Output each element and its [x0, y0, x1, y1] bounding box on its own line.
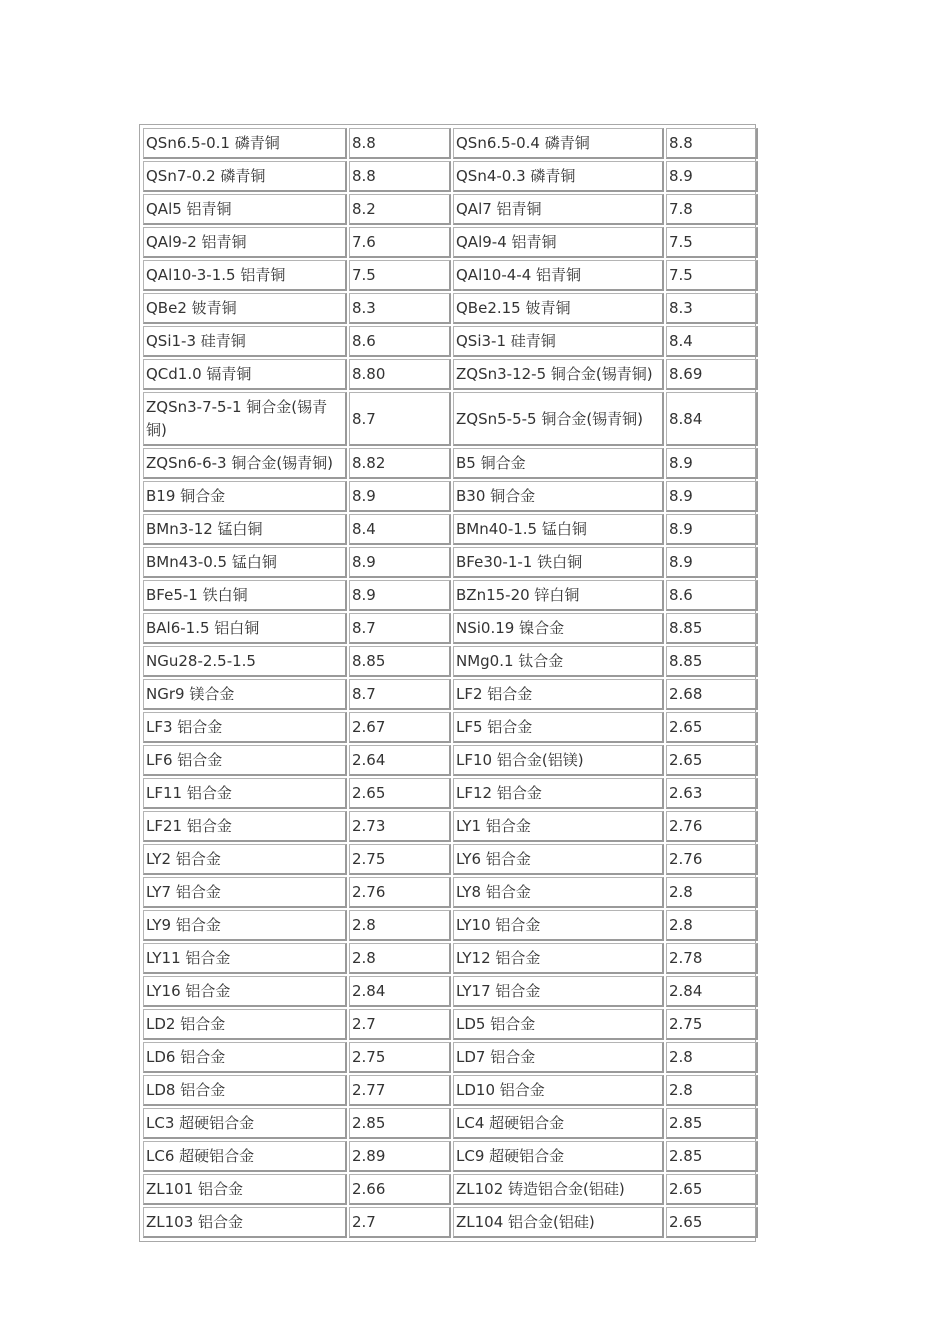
- material-name-cell: BAl6-1.5 铝白铜: [143, 613, 347, 644]
- material-name-cell: LY10 铝合金: [453, 910, 664, 941]
- table-row: [143, 580, 758, 611]
- density-value-cell: 8.9: [666, 161, 758, 192]
- material-name-cell: LY7 铝合金: [143, 877, 347, 908]
- density-value-cell: 8.80: [349, 359, 451, 390]
- density-value-cell: 8.82: [349, 448, 451, 479]
- material-name-cell: QSn6.5-0.1 磷青铜: [143, 128, 347, 159]
- material-name-cell: BFe30-1-1 铁白铜: [453, 547, 664, 578]
- material-name-cell: LD7 铝合金: [453, 1042, 664, 1073]
- material-name-cell: QSn4-0.3 磷青铜: [453, 161, 664, 192]
- density-value-cell: 2.8: [666, 877, 758, 908]
- table-row: [143, 1075, 758, 1106]
- material-name-cell: ZL103 铝合金: [143, 1207, 347, 1238]
- density-value-cell: 8.4: [666, 326, 758, 357]
- density-value-cell: 7.8: [666, 194, 758, 225]
- material-name-cell: QAl10-3-1.5 铝青铜: [143, 260, 347, 291]
- density-value-cell: 8.9: [349, 580, 451, 611]
- density-value-cell: 2.65: [666, 1174, 758, 1205]
- material-name-cell: BMn40-1.5 锰白铜: [453, 514, 664, 545]
- material-name-cell: ZL102 铸造铝合金(铝硅): [453, 1174, 664, 1205]
- density-value-cell: 2.76: [349, 877, 451, 908]
- density-value-cell: 8.7: [349, 613, 451, 644]
- density-value-cell: 2.7: [349, 1207, 451, 1238]
- material-name-cell: LC3 超硬铝合金: [143, 1108, 347, 1139]
- density-value-cell: 8.8: [349, 128, 451, 159]
- density-value-cell: 8.3: [349, 293, 451, 324]
- material-name-cell: QSn7-0.2 磷青铜: [143, 161, 347, 192]
- density-value-cell: 8.84: [666, 392, 758, 446]
- density-value-cell: 2.8: [349, 943, 451, 974]
- material-name-cell: LD8 铝合金: [143, 1075, 347, 1106]
- density-value-cell: 2.68: [666, 679, 758, 710]
- material-name-cell: LC4 超硬铝合金: [453, 1108, 664, 1139]
- density-value-cell: 2.65: [666, 1207, 758, 1238]
- material-name-cell: BMn3-12 锰白铜: [143, 514, 347, 545]
- material-name-cell: QAl5 铝青铜: [143, 194, 347, 225]
- density-value-cell: 8.6: [666, 580, 758, 611]
- material-name-cell: LY17 铝合金: [453, 976, 664, 1007]
- density-value-cell: 8.9: [349, 481, 451, 512]
- table-row: [143, 1174, 758, 1205]
- density-table-body: [143, 128, 758, 1238]
- density-value-cell: 7.6: [349, 227, 451, 258]
- material-name-cell: LF3 铝合金: [143, 712, 347, 743]
- material-name-cell: QSi3-1 硅青铜: [453, 326, 664, 357]
- density-table: [141, 126, 760, 1240]
- material-name-cell: NMg0.1 钛合金: [453, 646, 664, 677]
- material-name-cell: LF6 铝合金: [143, 745, 347, 776]
- density-value-cell: 2.85: [666, 1141, 758, 1172]
- table-row: [143, 1207, 758, 1238]
- material-name-cell: LC9 超硬铝合金: [453, 1141, 664, 1172]
- density-value-cell: 2.64: [349, 745, 451, 776]
- density-value-cell: 7.5: [666, 227, 758, 258]
- material-name-cell: LY16 铝合金: [143, 976, 347, 1007]
- table-row: [143, 1141, 758, 1172]
- table-row: [143, 712, 758, 743]
- density-value-cell: 2.7: [349, 1009, 451, 1040]
- material-name-cell: LD2 铝合金: [143, 1009, 347, 1040]
- table-row: [143, 778, 758, 809]
- material-name-cell: QSi1-3 硅青铜: [143, 326, 347, 357]
- density-value-cell: 8.7: [349, 392, 451, 446]
- density-value-cell: 2.77: [349, 1075, 451, 1106]
- material-name-cell: LY8 铝合金: [453, 877, 664, 908]
- density-value-cell: 8.8: [349, 161, 451, 192]
- material-name-cell: LY1 铝合金: [453, 811, 664, 842]
- density-value-cell: 7.5: [666, 260, 758, 291]
- density-value-cell: 8.6: [349, 326, 451, 357]
- material-name-cell: NSi0.19 镍合金: [453, 613, 664, 644]
- table-row: [143, 359, 758, 390]
- density-value-cell: 2.66: [349, 1174, 451, 1205]
- table-row: [143, 547, 758, 578]
- density-value-cell: 8.9: [666, 514, 758, 545]
- density-value-cell: 2.78: [666, 943, 758, 974]
- density-value-cell: 8.9: [666, 448, 758, 479]
- material-name-cell: ZQSn3-12-5 铜合金(锡青铜): [453, 359, 664, 390]
- material-name-cell: B30 铜合金: [453, 481, 664, 512]
- density-value-cell: 8.7: [349, 679, 451, 710]
- table-row: [143, 646, 758, 677]
- material-name-cell: LF11 铝合金: [143, 778, 347, 809]
- table-row: [143, 326, 758, 357]
- density-value-cell: 8.9: [349, 547, 451, 578]
- material-name-cell: B19 铜合金: [143, 481, 347, 512]
- density-value-cell: 2.89: [349, 1141, 451, 1172]
- density-value-cell: 8.69: [666, 359, 758, 390]
- material-name-cell: NGu28-2.5-1.5: [143, 646, 347, 677]
- material-name-cell: LY2 铝合金: [143, 844, 347, 875]
- density-value-cell: 8.85: [349, 646, 451, 677]
- table-row: [143, 877, 758, 908]
- material-name-cell: LC6 超硬铝合金: [143, 1141, 347, 1172]
- density-value-cell: 8.3: [666, 293, 758, 324]
- table-row: [143, 1042, 758, 1073]
- material-name-cell: ZQSn5-5-5 铜合金(锡青铜): [453, 392, 664, 446]
- material-name-cell: LY12 铝合金: [453, 943, 664, 974]
- density-value-cell: 8.8: [666, 128, 758, 159]
- material-name-cell: LY9 铝合金: [143, 910, 347, 941]
- material-name-cell: QBe2.15 铍青铜: [453, 293, 664, 324]
- material-name-cell: LF2 铝合金: [453, 679, 664, 710]
- density-value-cell: 8.85: [666, 613, 758, 644]
- table-row: [143, 128, 758, 159]
- density-value-cell: 7.5: [349, 260, 451, 291]
- table-row: [143, 976, 758, 1007]
- material-name-cell: LD6 铝合金: [143, 1042, 347, 1073]
- density-value-cell: 2.65: [666, 712, 758, 743]
- material-name-cell: QAl10-4-4 铝青铜: [453, 260, 664, 291]
- density-value-cell: 2.8: [349, 910, 451, 941]
- density-value-cell: 2.84: [666, 976, 758, 1007]
- table-row: [143, 514, 758, 545]
- material-name-cell: LF10 铝合金(铝镁): [453, 745, 664, 776]
- density-value-cell: 2.63: [666, 778, 758, 809]
- density-value-cell: 8.4: [349, 514, 451, 545]
- density-value-cell: 2.75: [666, 1009, 758, 1040]
- material-name-cell: B5 铜合金: [453, 448, 664, 479]
- table-row: [143, 481, 758, 512]
- density-value-cell: 8.9: [666, 547, 758, 578]
- material-name-cell: LD10 铝合金: [453, 1075, 664, 1106]
- table-row: [143, 811, 758, 842]
- table-row: [143, 448, 758, 479]
- material-name-cell: QBe2 铍青铜: [143, 293, 347, 324]
- table-row: [143, 194, 758, 225]
- material-name-cell: ZQSn3-7-5-1 铜合金(锡青铜): [143, 392, 347, 446]
- density-value-cell: 2.65: [349, 778, 451, 809]
- density-value-cell: 8.2: [349, 194, 451, 225]
- material-name-cell: LY11 铝合金: [143, 943, 347, 974]
- density-value-cell: 2.73: [349, 811, 451, 842]
- material-name-cell: LD5 铝合金: [453, 1009, 664, 1040]
- table-row: [143, 844, 758, 875]
- material-name-cell: QAl9-4 铝青铜: [453, 227, 664, 258]
- density-value-cell: 2.76: [666, 844, 758, 875]
- material-name-cell: BMn43-0.5 锰白铜: [143, 547, 347, 578]
- table-row: [143, 613, 758, 644]
- table-row: [143, 679, 758, 710]
- material-name-cell: QSn6.5-0.4 磷青铜: [453, 128, 664, 159]
- density-value-cell: 8.9: [666, 481, 758, 512]
- material-name-cell: QCd1.0 镉青铜: [143, 359, 347, 390]
- density-value-cell: 2.75: [349, 844, 451, 875]
- table-row: [143, 161, 758, 192]
- density-value-cell: 2.8: [666, 1075, 758, 1106]
- density-table-container: [139, 124, 756, 1242]
- material-name-cell: LY6 铝合金: [453, 844, 664, 875]
- material-name-cell: LF12 铝合金: [453, 778, 664, 809]
- material-name-cell: BFe5-1 铁白铜: [143, 580, 347, 611]
- material-name-cell: QAl9-2 铝青铜: [143, 227, 347, 258]
- material-name-cell: ZL104 铝合金(铝硅): [453, 1207, 664, 1238]
- table-row: [143, 1108, 758, 1139]
- table-row: [143, 745, 758, 776]
- material-name-cell: ZQSn6-6-3 铜合金(锡青铜): [143, 448, 347, 479]
- density-value-cell: 2.8: [666, 910, 758, 941]
- table-row: [143, 392, 758, 446]
- density-value-cell: 2.85: [349, 1108, 451, 1139]
- density-value-cell: 2.84: [349, 976, 451, 1007]
- table-row: [143, 910, 758, 941]
- density-value-cell: 2.76: [666, 811, 758, 842]
- density-value-cell: 2.8: [666, 1042, 758, 1073]
- material-name-cell: LF21 铝合金: [143, 811, 347, 842]
- material-name-cell: BZn15-20 锌白铜: [453, 580, 664, 611]
- table-row: [143, 1009, 758, 1040]
- table-row: [143, 227, 758, 258]
- density-value-cell: 2.75: [349, 1042, 451, 1073]
- table-row: [143, 260, 758, 291]
- density-value-cell: 2.85: [666, 1108, 758, 1139]
- density-value-cell: 8.85: [666, 646, 758, 677]
- material-name-cell: ZL101 铝合金: [143, 1174, 347, 1205]
- material-name-cell: QAl7 铝青铜: [453, 194, 664, 225]
- table-row: [143, 943, 758, 974]
- material-name-cell: LF5 铝合金: [453, 712, 664, 743]
- density-value-cell: 2.67: [349, 712, 451, 743]
- table-row: [143, 293, 758, 324]
- density-value-cell: 2.65: [666, 745, 758, 776]
- material-name-cell: NGr9 镁合金: [143, 679, 347, 710]
